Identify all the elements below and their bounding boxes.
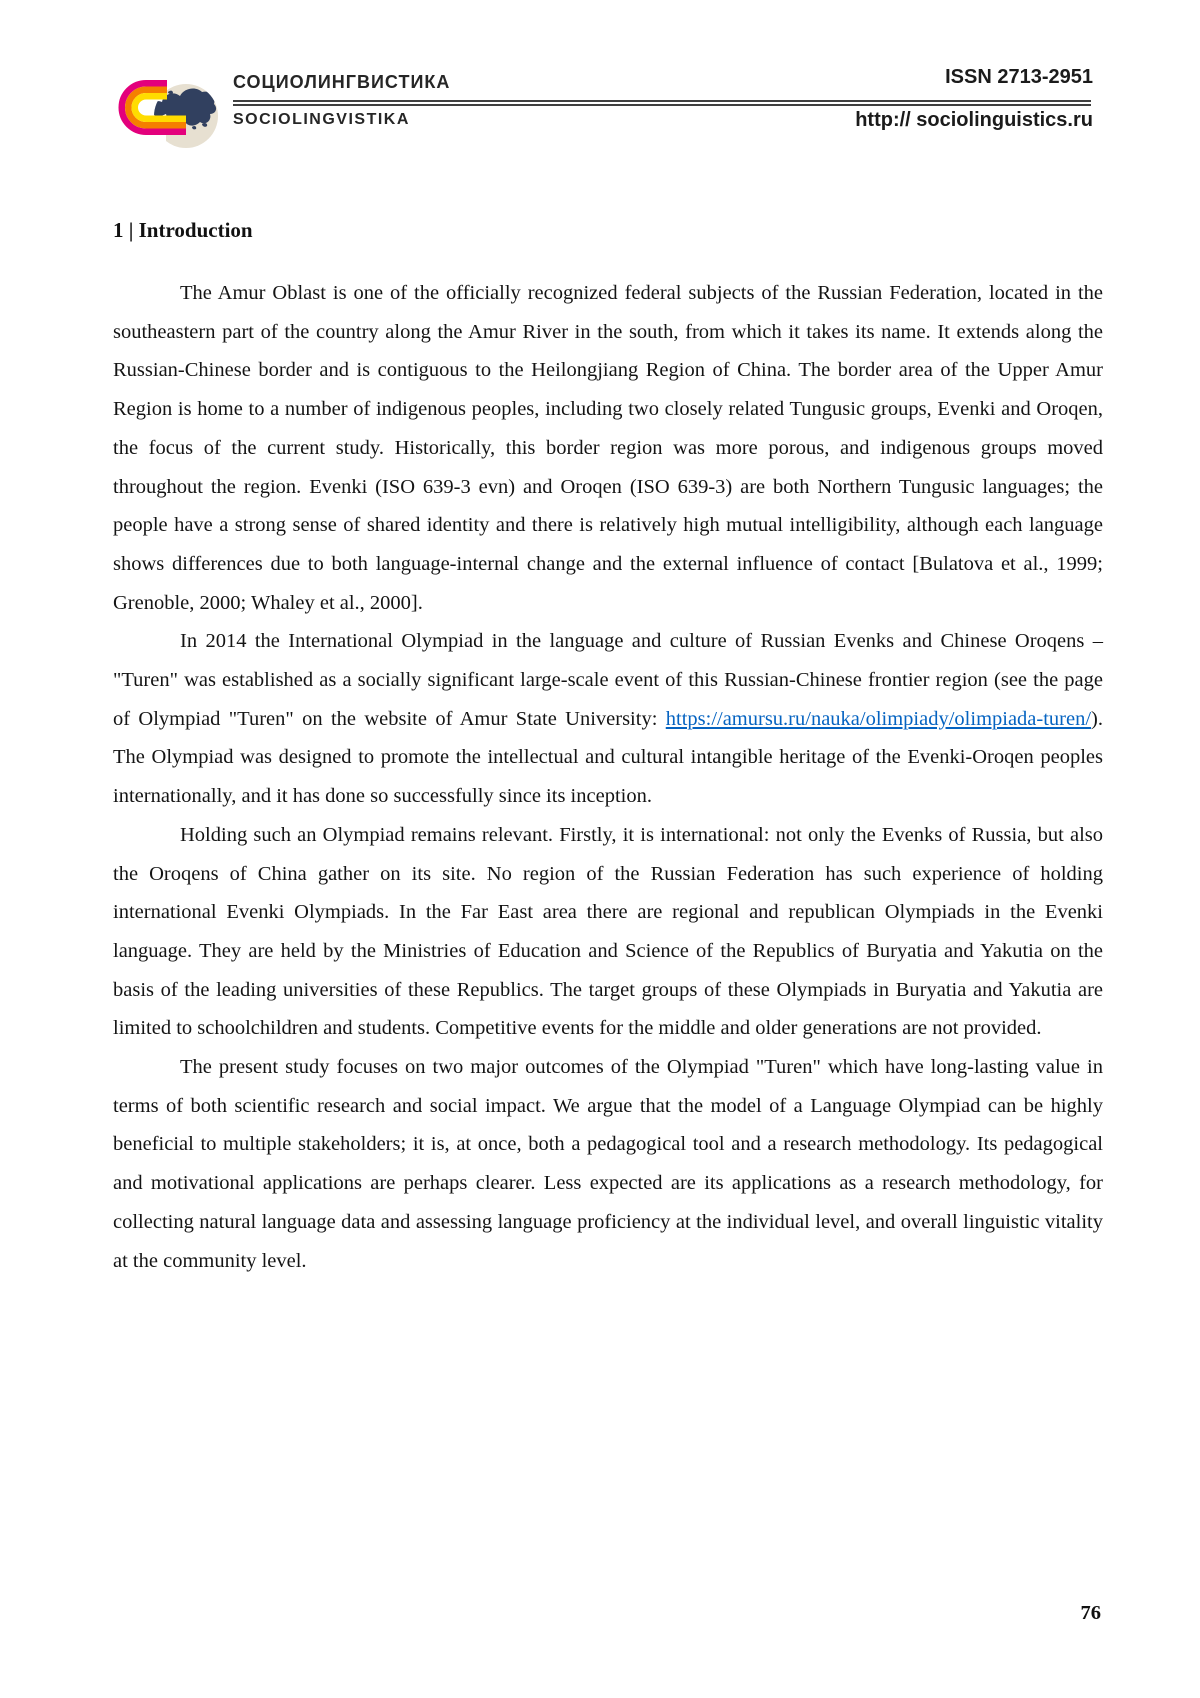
- paragraph-4: The present study focuses on two major outcomes of the Olympiad "Turen" which have long-lasting value in terms of both scientific research and social impact. We argue that the model of a Language Olympiad can be highly beneficial to multiple stakeholders; it is, at once, both a pedagogical tool and a research methodology. Its pedagogical and motivational applications are perhaps clearer. Less expected are its applications as a research methodology, for collecting natural language data and assessing language proficiency at the individual level, and overall linguistic vitality at the community level.: [113, 1056, 1103, 1272]
- olympiad-turen-link[interactable]: https://amursu.ru/nauka/olimpiady/olimpiada-turen/: [665, 707, 1092, 730]
- page-number: 76: [1080, 1602, 1101, 1624]
- paragraph-2-text-before-link: In 2014 the International Olympiad in the language and culture of Russian Evenks and Chinese Oroqens – "Turen" was established as a socially significant large-scale event of this Russian-Chinese frontier region (see the page of Olympiad "Turen" on the website of Amur State University:: [113, 630, 1103, 730]
- sociolinguistics-globe-logo-icon: [98, 52, 223, 164]
- section-heading: 1 | Introduction: [113, 218, 253, 242]
- paragraph-2-text-after-link: ). The Olympiad was designed to promote the intellectual and cultural intangible heritage of the Evenki-Oroqen peoples internationally, and it has done so successfully since its inception.: [113, 707, 1103, 808]
- journal-title-latin: SOCIOLINGVISTIKA: [233, 111, 410, 128]
- paragraph-2: [113, 622, 1103, 816]
- header-double-rule: [233, 100, 1091, 106]
- paragraph-3: Holding such an Olympiad remains relevant. Firstly, it is international: not only the Evenks of Russia, but also the Oroqens of China gather on its site. No region of the Russian Federation has such experience of holding international Evenki Olympiads. In the Far East area there are regional and republican Olympiads in the Evenki language. They are held by the Ministries of Education and Science of the Republics of Buryatia and Yakutia on the basis of the leading universities of these Republics. The target groups of these Olympiads in Buryatia and Yakutia are limited to schoolchildren and students. Competitive events for the middle and older generations are not provided.: [113, 823, 1103, 1040]
- article-body: [113, 256, 1103, 1280]
- journal-website-url: http:// sociolinguistics.ru: [855, 109, 1093, 131]
- journal-title-cyrillic: СОЦИОЛИНГВИСТИКА: [233, 72, 451, 92]
- issn-label: ISSN 2713-2951: [945, 66, 1093, 88]
- paragraph-1: The Amur Oblast is one of the officially recognized federal subjects of the Russian Federation, located in the southeastern part of the country along the Amur River in the south, from which it takes its name. It extends along the Russian-Chinese border and is contiguous to the Heilongjiang Region of China. The border area of the Upper Amur Region is home to a number of indigenous peoples, including two closely related Tungusic groups, Evenki and Oroqen, the focus of the current study. Historically, this border region was more porous, and indigenous groups moved throughout the region. Evenki (ISO 639-3 evn) and Oroqen (ISO 639-3) are both Northern Tungusic languages; the people have a strong sense of shared identity and there is relatively high mutual intelligibility, although each language shows differences due to both language-internal change and the external influence of contact [Bulatova et al., 1999; Grenoble, 2000; Whaley et al., 2000].: [113, 282, 1103, 614]
